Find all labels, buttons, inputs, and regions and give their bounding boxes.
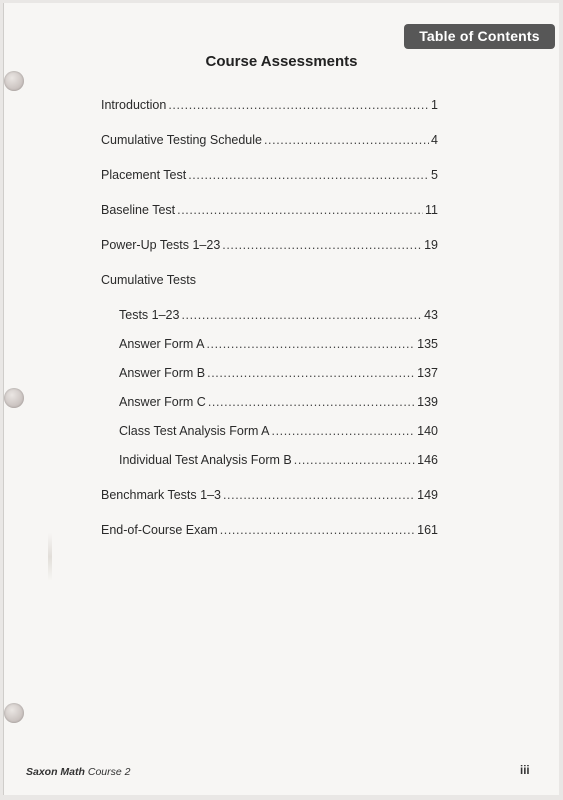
toc-entry-page: 149 bbox=[417, 488, 438, 502]
toc-entry-label: Answer Form C bbox=[119, 395, 206, 409]
toc-entry-page: 161 bbox=[417, 523, 438, 537]
toc-entry-label: Power-Up Tests 1–23 bbox=[101, 238, 221, 252]
dot-leader bbox=[222, 238, 422, 252]
toc-entry bbox=[101, 98, 438, 114]
toc-entry bbox=[101, 523, 438, 539]
footer-course-name: Course 2 bbox=[87, 766, 131, 778]
toc-entry-label: Cumulative Testing Schedule bbox=[101, 133, 262, 147]
dot-leader bbox=[206, 337, 415, 351]
toc-entry-label: Tests 1–23 bbox=[119, 308, 180, 322]
toc-entry-label: Class Test Analysis Form A bbox=[119, 424, 270, 438]
toc-entry-label: Answer Form B bbox=[119, 366, 206, 380]
dot-leader bbox=[220, 523, 415, 537]
toc-subentry bbox=[119, 366, 438, 382]
toc-entry bbox=[101, 488, 438, 504]
dot-leader bbox=[188, 168, 429, 182]
toc-entry-page: 139 bbox=[417, 395, 438, 409]
toc-entry-label: Baseline Test bbox=[101, 203, 176, 217]
dot-leader bbox=[177, 203, 423, 217]
dot-leader bbox=[181, 308, 422, 322]
dot-leader bbox=[207, 366, 415, 380]
toc-entry-page: 1 bbox=[431, 98, 438, 112]
toc-entry bbox=[101, 168, 438, 184]
toc-subentry bbox=[119, 453, 438, 469]
footer-page-number: iii bbox=[520, 765, 530, 777]
toc-entry-page: 146 bbox=[417, 453, 438, 467]
toc-entry-label: Benchmark Tests 1–3 bbox=[101, 488, 221, 502]
toc-section-heading: Cumulative Tests bbox=[101, 273, 196, 287]
dot-leader bbox=[294, 453, 415, 467]
toc-subentry bbox=[119, 424, 438, 440]
toc-entry-page: 135 bbox=[417, 337, 438, 351]
dot-leader bbox=[208, 395, 415, 409]
toc-entry-page: 19 bbox=[424, 238, 438, 252]
toc-entry bbox=[101, 238, 438, 254]
document-page bbox=[3, 3, 559, 795]
footer-book-title bbox=[26, 766, 130, 778]
toc-subentry bbox=[119, 308, 438, 324]
dot-leader bbox=[168, 98, 429, 112]
binder-hole bbox=[4, 71, 24, 91]
toc-entry-page: 140 bbox=[417, 424, 438, 438]
toc-entry-label: End-of-Course Exam bbox=[101, 523, 218, 537]
page-title: Course Assessments bbox=[205, 53, 358, 70]
footer-book-name: Saxon Math bbox=[26, 766, 85, 778]
toc-entry-page: 4 bbox=[431, 133, 438, 147]
table-of-contents-tab: Table of Contents bbox=[404, 24, 555, 49]
binder-hole bbox=[4, 703, 24, 723]
toc-entry-page: 5 bbox=[431, 168, 438, 182]
dot-leader bbox=[264, 133, 429, 147]
toc-entry-page: 43 bbox=[424, 308, 438, 322]
toc-entry-label: Introduction bbox=[101, 98, 167, 112]
dot-leader bbox=[223, 488, 415, 502]
toc-entry-label: Answer Form A bbox=[119, 337, 205, 351]
dot-leader bbox=[272, 424, 416, 438]
binder-hole bbox=[4, 388, 24, 408]
toc-entry bbox=[101, 203, 438, 219]
toc-entry-page: 11 bbox=[425, 203, 438, 217]
toc-entry-label: Individual Test Analysis Form B bbox=[119, 453, 292, 467]
toc-entry-label: Placement Test bbox=[101, 168, 187, 182]
paper-smudge bbox=[48, 533, 52, 581]
toc-entry-page: 137 bbox=[417, 366, 438, 380]
toc-subentry bbox=[119, 395, 438, 411]
toc-entry bbox=[101, 133, 438, 149]
toc-subentry bbox=[119, 337, 438, 353]
